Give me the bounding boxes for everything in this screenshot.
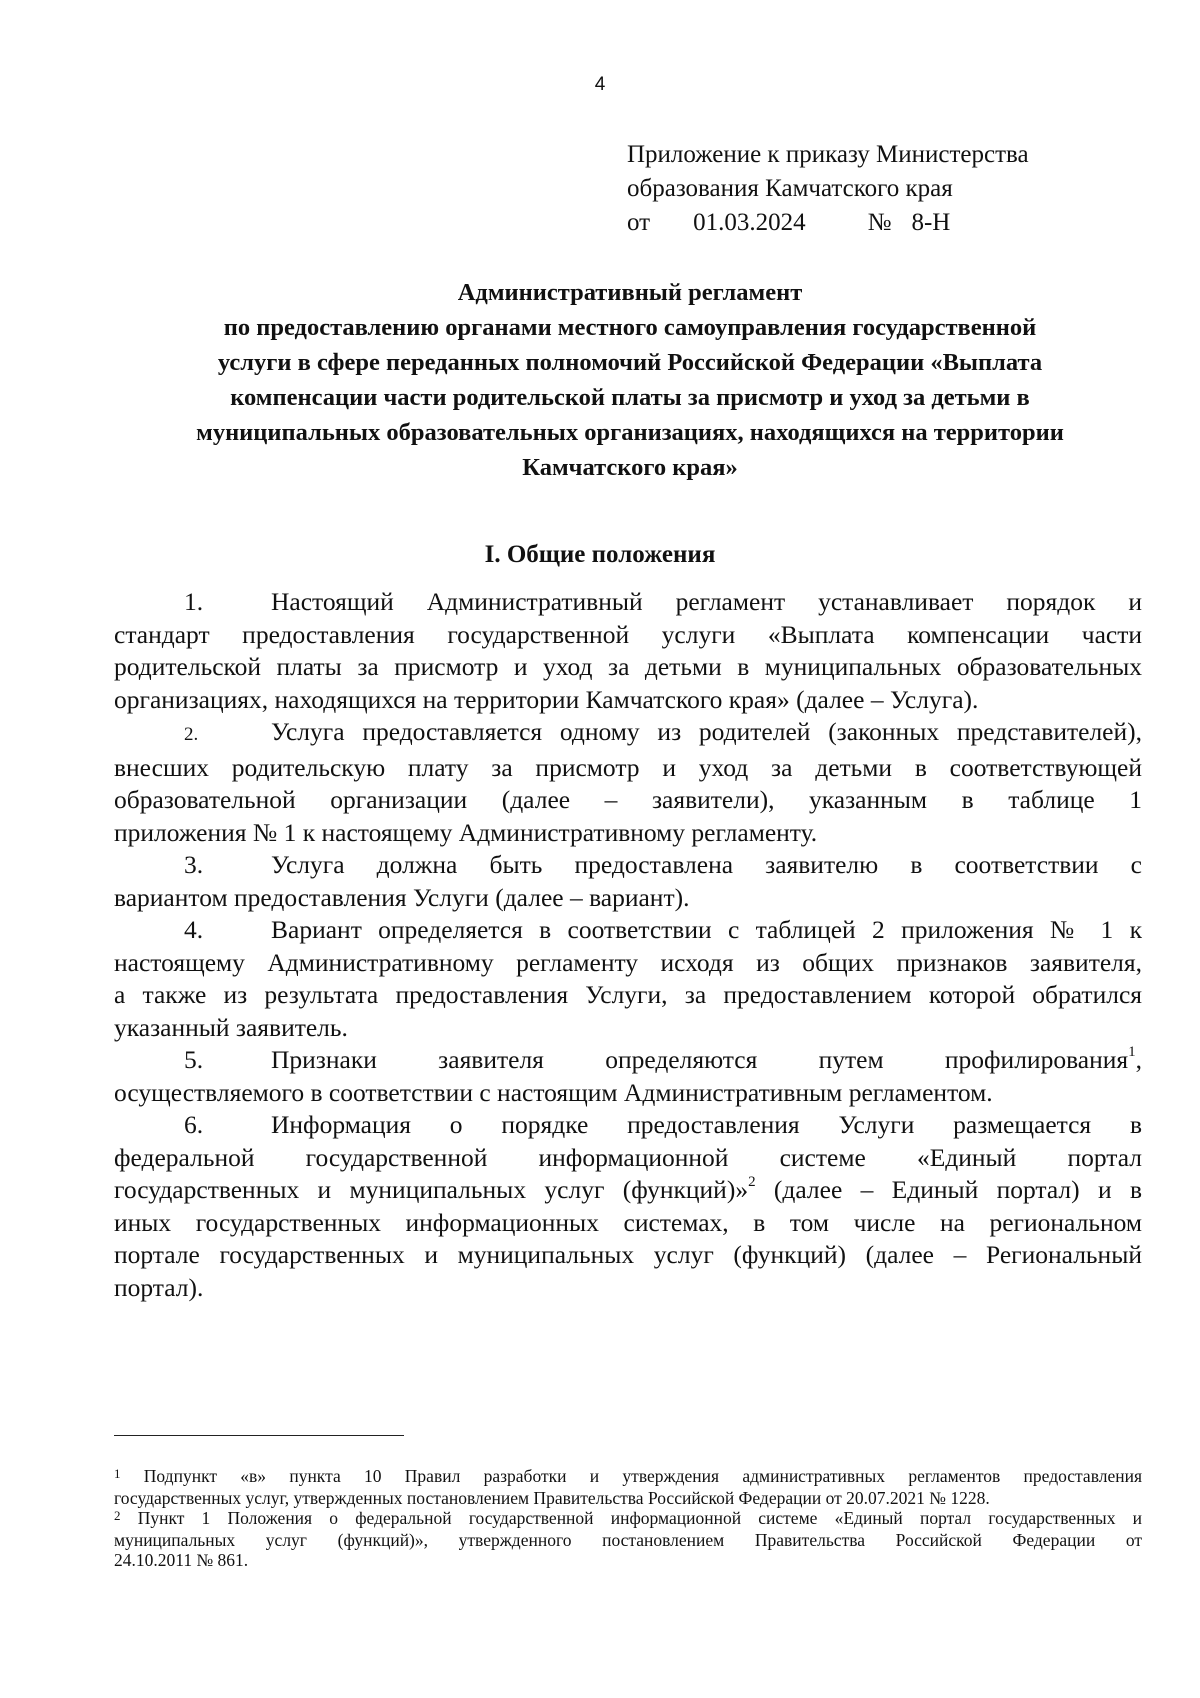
- paragraph-line: 6. Информация о порядке предоставления Услуги размещается в: [114, 1109, 1142, 1142]
- title-line: по предоставлению органами местного самоуправления государственной: [223, 314, 1037, 341]
- paragraph-4: [114, 914, 1142, 1044]
- paragraph-line: федеральной государственной информационной системе «Единый портал: [114, 1142, 1142, 1172]
- footnote-reference[interactable]: 2: [748, 1173, 756, 1190]
- footnote-1: [114, 1466, 1142, 1508]
- paragraph-line: вариантом предоставления Услуги (далее – вариант).: [114, 882, 690, 912]
- paragraph-line: организациях, находящихся на территории Камчатского края» (далее – Услуга).: [114, 684, 979, 714]
- paragraph-line: а также из результата предоставления Услуги, за предоставлением которой обратился: [114, 980, 1142, 1009]
- title-line: Административный регламент: [457, 279, 803, 306]
- paragraph-line: образовательной организации (далее – заявители), указанным в таблице 1: [114, 785, 1142, 814]
- paragraph-line: 2. Услуга предоставляется одному из родителей (законных представителей),: [114, 716, 1142, 752]
- appendix-block: [627, 138, 1029, 240]
- appendix-date: 01.03.2024: [693, 209, 806, 236]
- document-title: [110, 275, 1150, 485]
- title-line: компенсации части родительской платы за присмотр и уход за детьми в: [230, 384, 1030, 411]
- appendix-number: 8-Н: [911, 209, 951, 236]
- page-number: 4: [594, 74, 606, 95]
- paragraph-line: приложения № 1 к настоящему Административному регламенту.: [114, 817, 818, 847]
- paragraph-line: осуществляемого в соответствии с настоящим Административным регламентом.: [114, 1077, 993, 1107]
- footnote-reference[interactable]: 1: [1128, 1043, 1136, 1060]
- paragraph-line: стандарт предоставления государственной услуги «Выплата компенсации части: [114, 619, 1142, 649]
- paragraph-number: 2.: [184, 724, 199, 745]
- paragraph-line: портал).: [114, 1272, 204, 1302]
- footnote-line: 24.10.2011 № 861.: [114, 1550, 249, 1570]
- paragraph-3: [114, 849, 1142, 914]
- paragraph-line: портале государственных и муниципальных услуг (функций) (далее – Региональный: [114, 1240, 1142, 1269]
- footnote-line: $^1$ Подпункт «в» пункта 10 Правил разработки и утверждения административных регламентов предоставления: [114, 1466, 1143, 1486]
- footnote-mark: 1: [114, 1466, 121, 1481]
- paragraph-1: [114, 586, 1142, 716]
- paragraph-line: родительской платы за присмотр и уход за детьми в муниципальных образовательных: [114, 652, 1142, 681]
- paragraph-number: 5.: [184, 1045, 204, 1074]
- paragraph-line: государственных и муниципальных услуг (функций)»$^2$ (далее – Единый портал) и в: [114, 1173, 1142, 1204]
- appendix-from: от: [627, 209, 651, 236]
- appendix-line-2: образования Камчатского края: [627, 175, 953, 202]
- title-line: муниципальных образовательных организациях, находящихся на территории: [196, 419, 1064, 446]
- paragraph-6: [114, 1109, 1142, 1304]
- footnote-2: [114, 1508, 1142, 1570]
- paragraph-5: [114, 1044, 1142, 1109]
- paragraph-line: указанный заявитель.: [114, 1012, 348, 1042]
- title-line: услуги в сфере переданных полномочий Российской Федерации «Выплата: [217, 349, 1043, 376]
- appendix-order-line: [627, 206, 1029, 240]
- footnote-mark: 2: [114, 1508, 121, 1523]
- paragraph-line: настоящему Административному регламенту исходя из общих признаков заявителя,: [114, 947, 1142, 977]
- title-line: Камчатского края»: [522, 454, 738, 481]
- paragraph-number: 3.: [184, 850, 204, 879]
- section-heading: I. Общие положения: [484, 541, 716, 568]
- footnotes: [114, 1466, 1142, 1570]
- paragraph-line: внесших родительскую плату за присмотр и уход за детьми в соответствующей: [114, 752, 1142, 782]
- footnote-line: муниципальных услуг (функций)», утвержденного постановлением Правительства Российской Федерации от: [114, 1530, 1142, 1550]
- footnote-line: $^2$ Пункт 1 Положения о федеральной государственной информационной системе «Единый портал государственных и: [114, 1508, 1142, 1528]
- appendix-number-sign: №: [867, 209, 892, 236]
- paragraph-line: 5. Признаки заявителя определяются путем профилирования$^1$,: [114, 1044, 1142, 1077]
- paragraph-line: иных государственных информационных системах, в том числе на региональном: [114, 1207, 1142, 1237]
- paragraph-2: [114, 716, 1142, 849]
- paragraph-number: 6.: [184, 1110, 204, 1139]
- footnote-separator: [114, 1435, 404, 1436]
- document-body: [114, 586, 1142, 1304]
- paragraph-line: 3. Услуга должна быть предоставлена заявителю в соответствии с: [114, 849, 1142, 882]
- paragraph-line: 4. Вариант определяется в соответствии с таблицей 2 приложения № 1 к: [114, 914, 1142, 947]
- paragraph-number: 4.: [184, 915, 204, 944]
- appendix-line-1: Приложение к приказу Министерства: [627, 141, 1029, 168]
- paragraph-line: 1. Настоящий Административный регламент устанавливает порядок и: [114, 586, 1142, 619]
- paragraph-number: 1.: [184, 587, 204, 616]
- footnote-line: государственных услуг, утвержденных постановлением Правительства Российской Федерации от 20.07.2021 № 1228.: [114, 1488, 990, 1508]
